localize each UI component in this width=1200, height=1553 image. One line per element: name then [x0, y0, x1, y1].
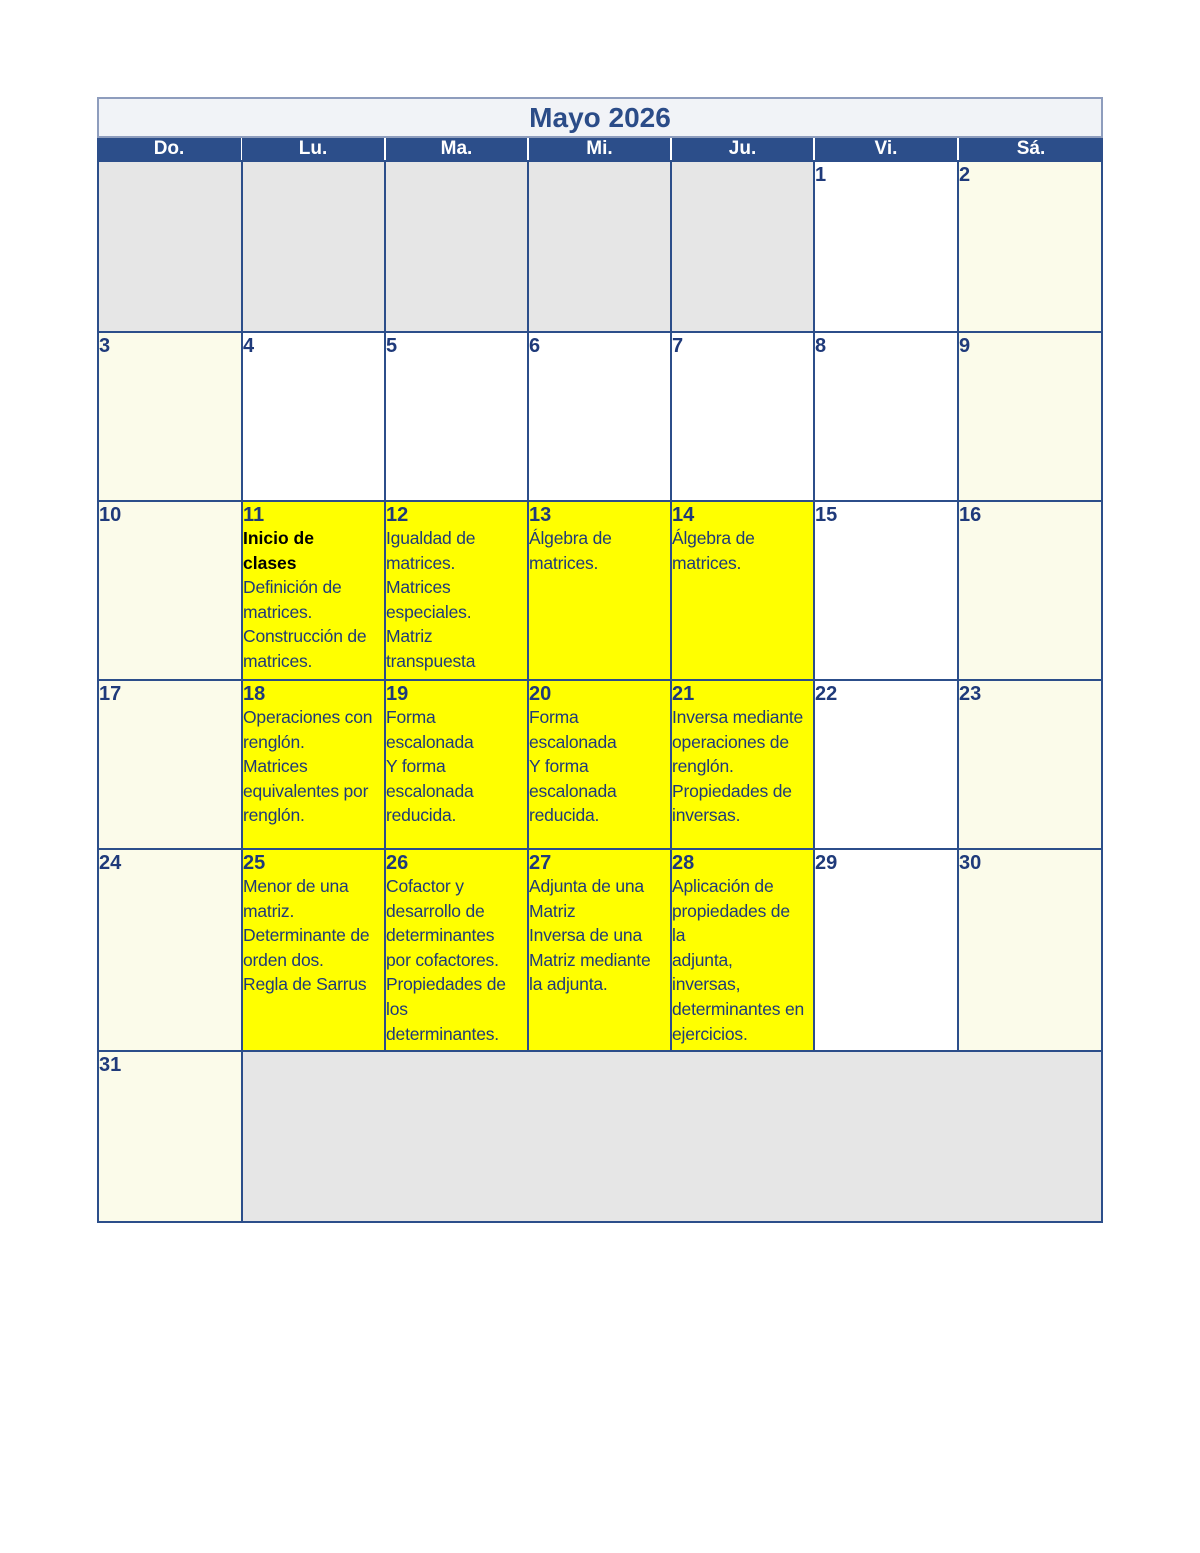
day-number: 19 — [386, 683, 409, 705]
day-cell-8[interactable] — [813, 331, 959, 502]
day-cell-26[interactable] — [384, 848, 529, 1052]
day-number: 9 — [959, 335, 971, 357]
day-cell-25[interactable] — [241, 848, 386, 1052]
weekday-header-thursday: Ju. — [672, 138, 813, 160]
event-note: Cofactor y desarrollo de determinantes por cofactores. Propiedades de los determinantes. — [386, 876, 506, 1044]
day-number: 22 — [815, 683, 838, 705]
day-number: 18 — [243, 683, 266, 705]
day-cell-30[interactable] — [957, 848, 1103, 1052]
event-note: Definición de matrices. Construcción de matrices. — [243, 577, 367, 671]
weekday-header-wednesday: Mi. — [529, 138, 670, 160]
day-number: 5 — [386, 335, 398, 357]
day-cell-31[interactable] — [97, 1050, 243, 1223]
day-cell-11[interactable] — [241, 500, 386, 681]
day-number: 13 — [529, 504, 552, 526]
day-cell-24[interactable] — [97, 848, 243, 1052]
day-cell-18[interactable] — [241, 679, 386, 850]
event-highlight: Inicio de clases — [243, 528, 314, 573]
day-cell-12[interactable] — [384, 500, 529, 681]
day-cell-2[interactable] — [957, 160, 1103, 333]
day-number: 26 — [386, 852, 409, 874]
day-number: 10 — [99, 504, 122, 526]
event-note: Álgebra de matrices. — [529, 528, 612, 573]
day-cell-6[interactable] — [527, 331, 672, 502]
day-number: 24 — [99, 852, 122, 874]
day-cell-28[interactable] — [670, 848, 815, 1052]
event-note: Menor de una matriz. Determinante de orden dos. Regla de Sarrus — [243, 876, 370, 995]
day-number: 7 — [672, 335, 684, 357]
event-note: Operaciones con renglón. Matrices equivalentes por renglón. — [243, 707, 373, 826]
day-number: 27 — [529, 852, 552, 874]
event-note: Álgebra de matrices. — [672, 528, 755, 573]
day-number: 31 — [99, 1054, 122, 1076]
weekday-header-tuesday: Ma. — [386, 138, 527, 160]
day-cell-23[interactable] — [957, 679, 1103, 850]
day-cell-19[interactable] — [384, 679, 529, 850]
day-number: 28 — [672, 852, 695, 874]
day-number: 20 — [529, 683, 552, 705]
day-cell-13[interactable] — [527, 500, 672, 681]
day-cell-9[interactable] — [957, 331, 1103, 502]
day-number: 17 — [99, 683, 122, 705]
calendar-month — [97, 97, 1103, 1223]
day-number: 12 — [386, 504, 409, 526]
day-number: 23 — [959, 683, 982, 705]
day-number: 30 — [959, 852, 982, 874]
day-number: 11 — [243, 504, 265, 526]
day-number: 25 — [243, 852, 266, 874]
day-cell-20[interactable] — [527, 679, 672, 850]
day-number: 21 — [672, 683, 695, 705]
day-cell-27[interactable] — [527, 848, 672, 1052]
event-note: Forma escalonada Y forma escalonada reducida. — [386, 707, 474, 826]
day-cell-14[interactable] — [670, 500, 815, 681]
day-number: 4 — [243, 335, 255, 357]
day-cell-4[interactable] — [241, 331, 386, 502]
weekday-header-monday: Lu. — [242, 138, 384, 160]
day-number: 3 — [99, 335, 111, 357]
day-number: 16 — [959, 504, 982, 526]
empty-cell — [241, 160, 386, 333]
event-note: Inversa mediante operaciones de renglón. Propiedades de inversas. — [672, 707, 804, 826]
day-number: 15 — [815, 504, 838, 526]
day-cell-15[interactable] — [813, 500, 959, 681]
day-cell-7[interactable] — [670, 331, 815, 502]
event-note: Igualdad de matrices. Matrices especiales. Matriz transpuesta — [386, 528, 476, 671]
day-number: 1 — [815, 164, 827, 186]
empty-cell — [241, 1050, 1103, 1223]
day-number: 2 — [959, 164, 971, 186]
weekday-header-saturday: Sá. — [959, 138, 1103, 160]
month-title: Mayo 2026 — [97, 97, 1103, 138]
day-cell-1[interactable] — [813, 160, 959, 333]
day-cell-16[interactable] — [957, 500, 1103, 681]
weekday-header-friday: Vi. — [815, 138, 957, 160]
empty-cell — [97, 160, 243, 333]
event-note: Aplicación de propiedades de la adjunta, inversas, determinantes en ejercicios. — [672, 876, 805, 1044]
day-cell-10[interactable] — [97, 500, 243, 681]
event-note: Forma escalonada Y forma escalonada reducida. — [529, 707, 617, 826]
weekday-header-sunday: Do. — [97, 138, 241, 160]
empty-cell — [384, 160, 529, 333]
day-cell-5[interactable] — [384, 331, 529, 502]
empty-cell — [670, 160, 815, 333]
day-number: 6 — [529, 335, 541, 357]
day-number: 14 — [672, 504, 695, 526]
day-cell-29[interactable] — [813, 848, 959, 1052]
day-cell-22[interactable] — [813, 679, 959, 850]
day-cell-21[interactable] — [670, 679, 815, 850]
event-note: Adjunta de una Matriz Inversa de una Matriz mediante la adjunta. — [529, 876, 651, 995]
day-cell-17[interactable] — [97, 679, 243, 850]
empty-cell — [527, 160, 672, 333]
day-number: 29 — [815, 852, 838, 874]
day-number: 8 — [815, 335, 827, 357]
day-cell-3[interactable] — [97, 331, 243, 502]
